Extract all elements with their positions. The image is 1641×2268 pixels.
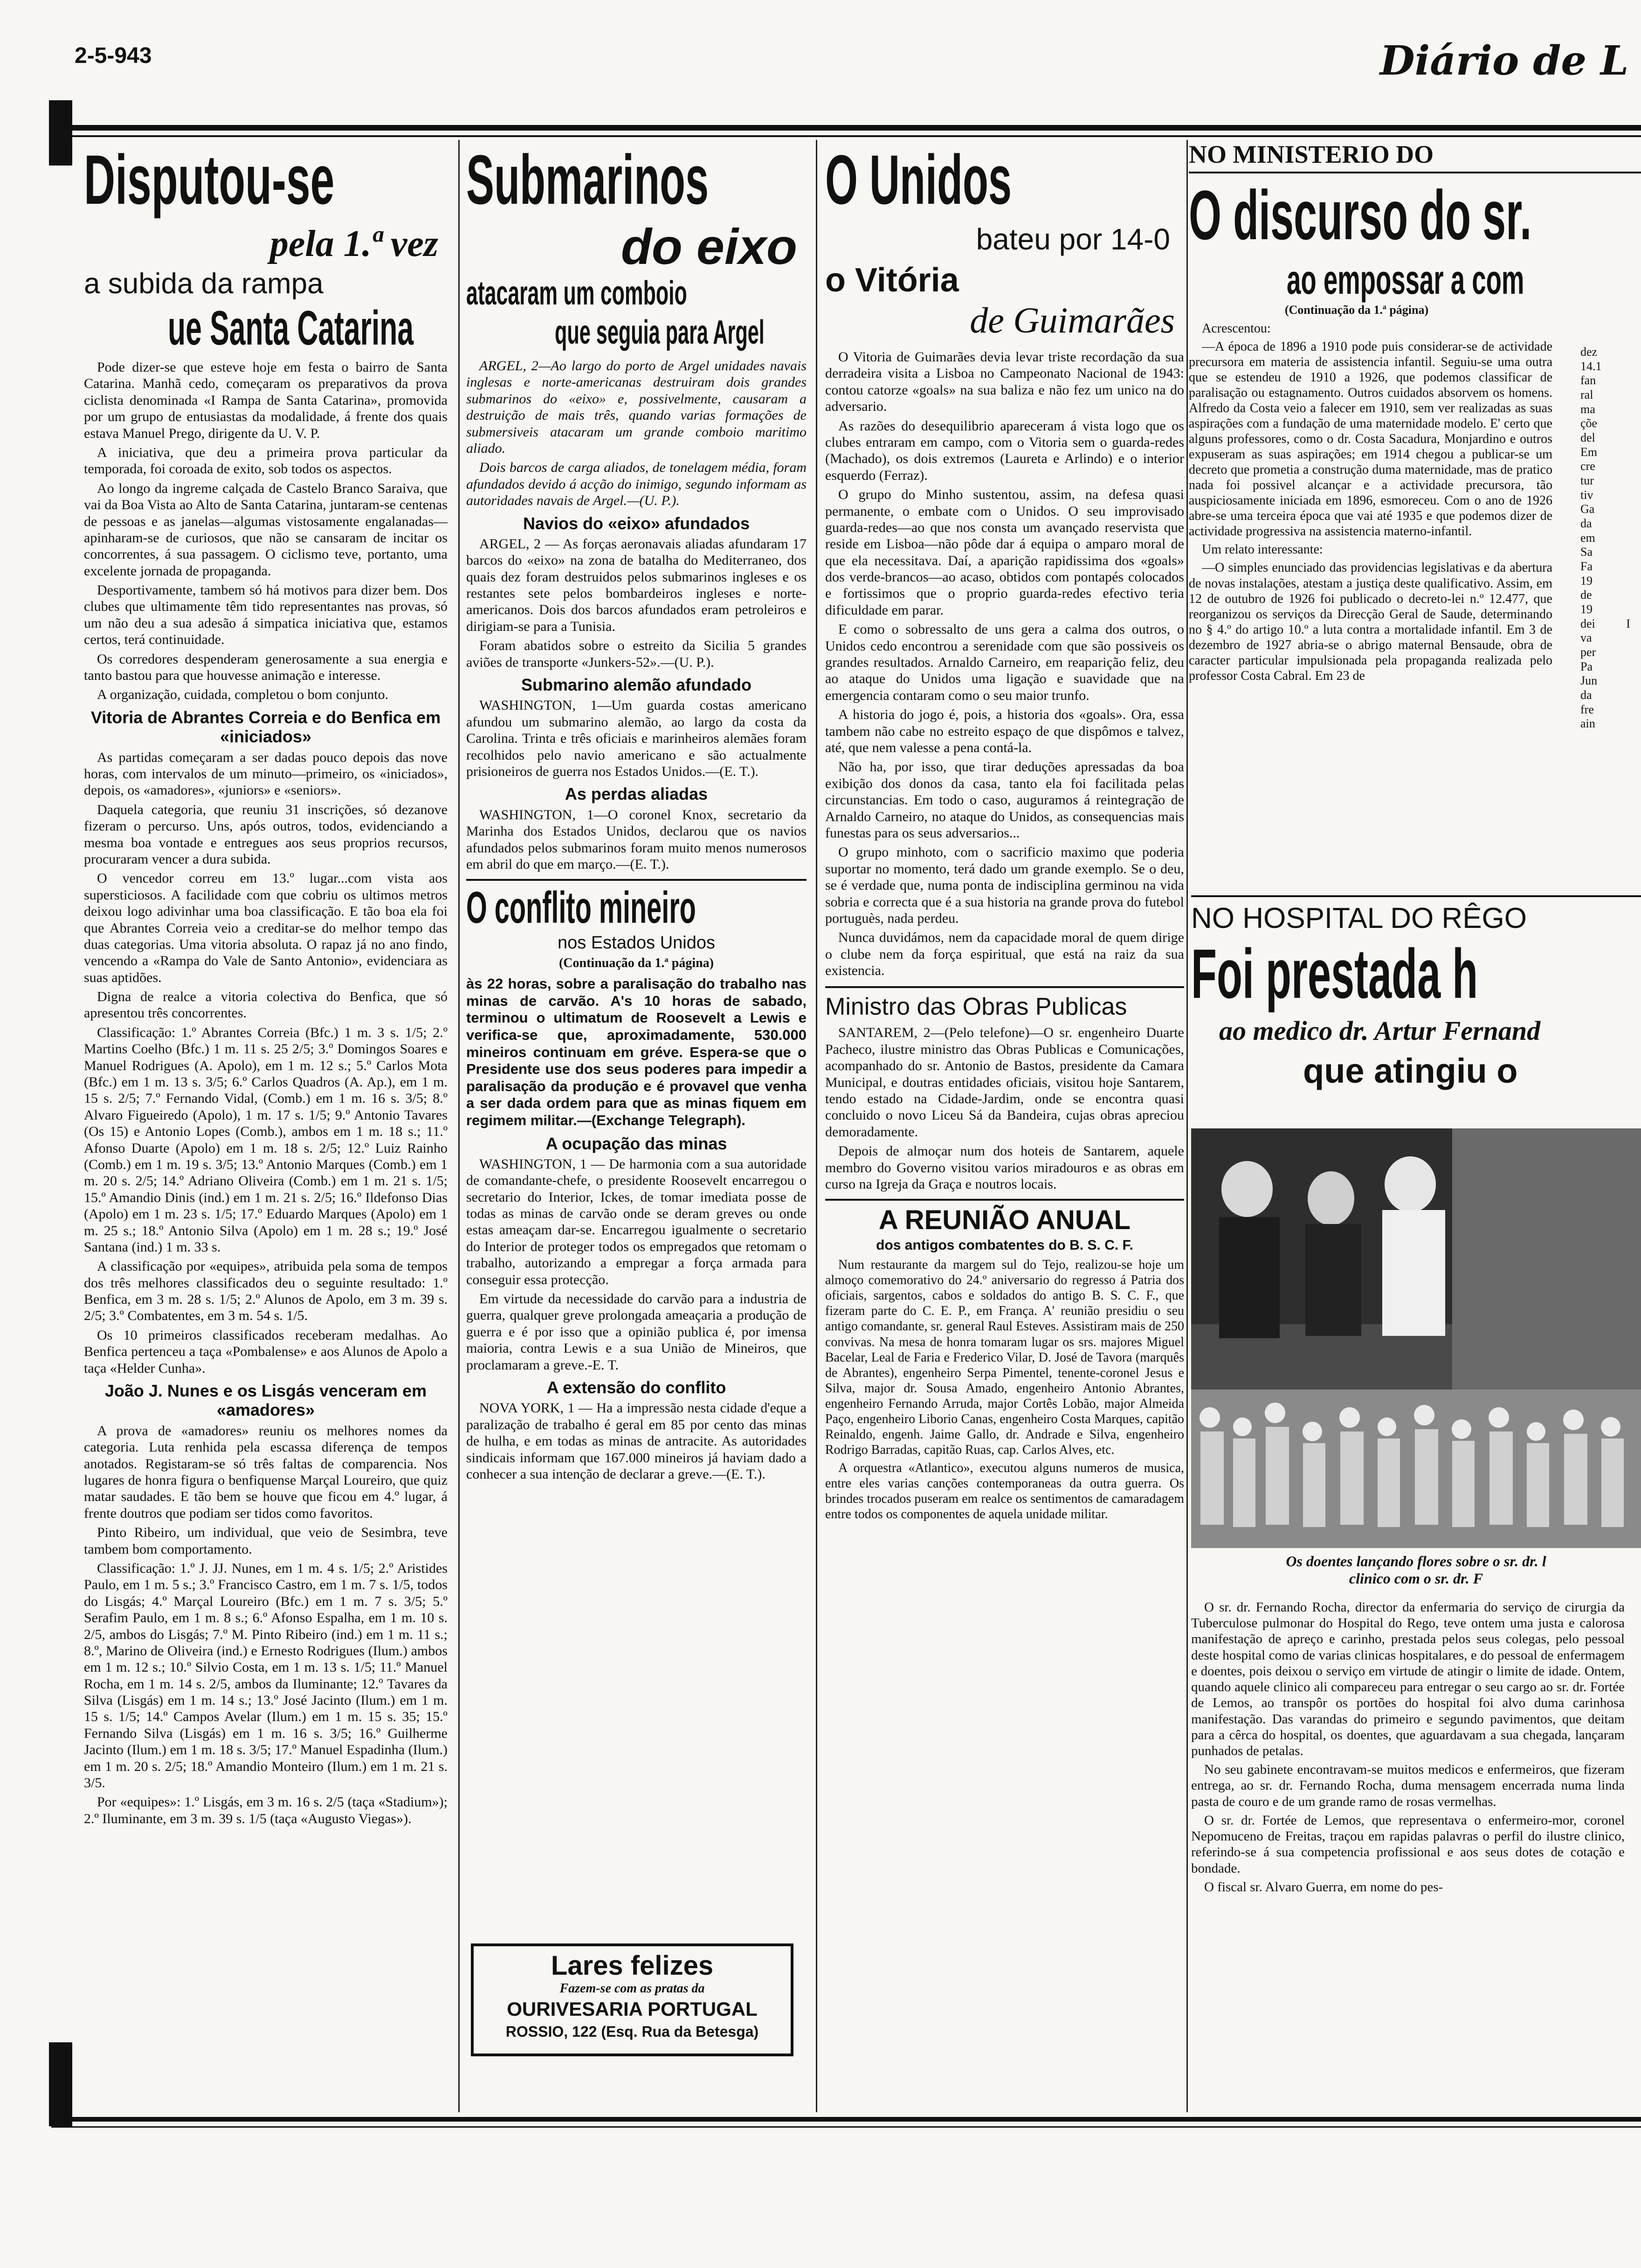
paragraph: Pode dizer-se que esteve hoje em festa o bairro de Santa Catarina. Manhã cedo, começaram os preparativos da prova ciclista denominada «I Rampa de Santa Catarina», promovida por um grupo de entusiastas da modalidade, á frente dos quais estava Manuel Prego, dirigente da U. V. P. [84, 360, 448, 441]
paragraph: Um relato interessante: [1202, 542, 1323, 557]
caption-line: Os doentes lançando flores sobre o sr. dr. l [1286, 1553, 1546, 1570]
paragraph: Foram abatidos sobre o estreito da Sicilia 5 grandes aviões de transporte «Junkers-52».—(U. P.). [466, 638, 807, 670]
paragraph: Em virtude da necessidade do carvão para a industria de guerra, qualquer greve prolongada ameaçaria a produção de guerra e é por isso que a opinião publica é, por imensa maioria, contra Lewis e a sua União de Mineiros, que proclamaram a greve.-E. T. [466, 1291, 807, 1373]
subhead: que seguia para Argel [555, 314, 765, 351]
subhead: nos Estados Unidos [558, 933, 715, 953]
subhead: ao empossar a com [1287, 256, 1524, 303]
headline: Foi prestada h [1191, 934, 1478, 1013]
paragraph: ARGEL, 2—Ao largo do porto de Argel unidades navais inglesas e norte-americanas destruiram dois grandes submarinos do «eixo» e, possivelmente, causaram a destruição de mais três, quando varias formações de submersiveis atacaram um grande comboio maritimo aliado. [466, 358, 807, 456]
paragraph: O Vitoria de Guimarães devia levar triste recordação da sua derradeira visita a Lisboa no Campeonato Nacional de 1943: contou catorze «goals» na sua baliza e não fez um unico na do adversario. [825, 349, 1184, 415]
article-submarinos-eixo [466, 140, 807, 2112]
article-body [825, 1257, 1184, 1522]
paragraph: —A época de 1896 a 1910 pode puis considerar-se de actividade precursora em materia de assistencia infantil. Seguiu-se uma outra que se estendeu de 1910 a 1926, que podemos classificar de paralisação ou estagnamento. Outros cuidados absorvem os homens. Alfredo da Costa veio a falecer em 1910, sem ver realizadas as suas aspirações com a fundação de uma maternidade modelo. E' certo que alguns professores, como o dr. Costa Sacadura, Monjardino e outros expuseram as suas aspirações; em 1914 chegou a publicar-se um decreto que prometia a construção duma maternidade, mas de pratico nada foi possivel alcançar e a actividade precursora, tão auspiciosamente iniciada em 1896, esmoreceu. Com o ano de 1926 abre-se uma terceira época que vai até 1935 e que podemos dizer de actividade progressiva na assistencia materno-infantil. [1189, 339, 1552, 539]
paragraph: Os 10 primeiros classificados receberam medalhas. Ao Benfica pertenceu a taça «Pombalense» e aos Alunos de Apolo a taça «Helder Cunha». [84, 1327, 448, 1376]
paragraph: O grupo minhoto, com o sacrificio maximo que poderia suportar no momento, terá dado um grande exemplo. Se o deu, se é verdade que, numa ponta de indisciplina germinou na vida sobria e correcta que é a sua historia na grande prova do futebol portuguès, nada perdeu. [825, 844, 1184, 926]
masthead: Diário de L [1380, 37, 1629, 84]
column-rule-1 [458, 140, 460, 2112]
column-rule-3 [1186, 140, 1188, 2112]
paragraph: Nunca duvidámos, nem da capacidade moral de quem dirige o clube nem da força espiritual, que está na raiz da sua existencia. [825, 930, 1184, 979]
article-body [466, 536, 807, 671]
caption-line: clinico com o sr. dr. F [1349, 1570, 1483, 1587]
article-hospital-rego [1191, 895, 1641, 1130]
subhead: de Guimarães [970, 300, 1175, 340]
article-body [84, 359, 448, 703]
paragraph: Num restaurante da margem sul do Tejo, realizou-se hoje um almoço comemorativo do 24.º aniversario do regresso á Patria dos oficiais, sargentos, cabos e soldados do antigo B. S. C. F., que fizeram parte do C. E. P., em França. A' reunião presidiu o seu antigo comandante, sr. general Raul Esteves. Assistiram mais de 250 convivas. Na mesa de honra tomaram lugar os srs. majores Miguel Bacelar, Leal de Faria e Frederico Vilar, D. José de Tavora (marquês de Abrantes), engenheiro Serpa Pimentel, tenente-coronel Jesus e Silva, major dr. Sousa Amado, engenheiro Antonio Abrantes, engenheiro Fernando Arruda, major Cortês Lobão, major Almeida Paço, engenheiro Liborio Canas, engenheiro Costa Marques, capitão Reinaldo, engenh. Jaime Gallo, dr. Andrade e Silva, engenheiro Rodrigo Barradas, capitão Ruas, cap. Carlos Alves, etc. [825, 1258, 1184, 1457]
headline: Ministro das Obras Publicas [825, 993, 1127, 1021]
footer-rule [51, 2117, 1641, 2122]
paragraph: O sr. dr. Fortée de Lemos, que representava o enfermeiro-mor, coronel Nepomuceno de Freitas, traçou em rapidas palavras o perfil do ilustre clinico, referindo-se á sua competencia profissional e aos seus dotes de cotação e bondade. [1191, 1812, 1625, 1876]
paragraph: Não ha, por isso, que tirar deduções apressadas da boa exibição dos donos da casa, tanto ela foi facilitada pelas circunstancias. Em todo o caso, auguramos á reintegração de Arnaldo Carneiro, no ataque do Unidos, as consequencias mais funestas para os seus adversarios... [825, 759, 1184, 841]
margin-bar-bottom [49, 2042, 72, 2126]
article-body [466, 697, 807, 780]
paragraph: Digna de realce a vitoria colectiva do Benfica, que só apresentou três concorrentes. [84, 989, 448, 1021]
subhead: ao medico dr. Artur Fernand [1219, 1016, 1541, 1046]
paragraph: Classificação: 1.º J. JJ. Nunes, em 1 m. 4 s. 1/5; 2.º Aristides Paulo, em 1 m. 5 s.; 3.º Francisco Castro, em 1 m. 7 s. 1/5, todos do Lisgás; 4.º Marçal Loureiro (Bfc.) em 1 m. 7 s. 3/5; 5.º Serafim Paulo, em 1 m. 8 s.; 6.º Afonso Espalha, em 1 m. 10 s. 2/5, ambos do Lisgás; 7.º M. Pinto Ribeiro (ind.) em 1 m. 11 s.; 8.º, Marino de Oliveira (ind.) e Ernesto Rodrigues (Ilum.) ambos em 1 m. 12 s.; 10.º Silvio Costa, em 1 m. 13 s. 1/5; 11.º Manuel Rocha, em 1 m. 14 s. 2/5, ambos da Iluminante; 12.º Tavares da Silva (Lisgás) em 1 m. 14 s.; 13.º José Jacinto (Ilum.) em 1 m. 15 s. 1/5; 14.º Campos Avelar (Ilum.) em 1 m. 15 s. 35; 15.º Fernando Silva (Lisgás) em 1 m. 16 s. 3/5; 16.º Guilherme Jacinto (Ilum.) em 1 m. 18 s. 3/5; 17.º Manuel Espadinha (Ilum.) em 1 m. 20 s. 2/5; 18.º Amandio Monteiro (Ilum.) em 1 m. 21 s. 3/5. [84, 1560, 448, 1791]
paragraph: A historia do jogo é, pois, a historia dos «goals». Ora, essa tambem não cabe no estreito espaço de que dispômos e talvez, até, que nem valesse a pena contá-la. [825, 707, 1184, 755]
section-heading: Navios do «eixo» afundados [523, 513, 750, 533]
header-rule-thin [51, 135, 1641, 137]
photo-illustration [1191, 1128, 1641, 1548]
paragraph: O vencedor correu em 13.º lugar...com vista aos supersticiosos. A facilidade com que cobriu os ultimos metros deixou logo adivinhar uma boa classificação. E tão boa ela foi que Abrantes Correia veio a creditar-se do melhor tempo das duas categorias. Uma vitoria absoluta. O rapaz já no ano findo, vencendo a «Rampa do Vale de Santo Antonio», evidenciara as suas aptidões. [84, 871, 448, 985]
paragraph: —O simples enunciado das providencias legislativas e da abertura de novas instalações, atestam a justiça deste qualificativo. Assim, em 12 de outubro de 1926 foi publicado o decreto-lei n.º 12.477, que reorganizou os serviços da Direcção Geral de Saude, determinando no § 4.º do artigo 10.º a luta contra a mortalidade infantil. Em 3 de dezembro de 1927 abria-se o abrigo maternal Bensaude, obra de caracter particular impulsionada pela propaganda realizada pelo professor Costa Cabral. Em 23 de [1189, 560, 1552, 683]
headline: Submarinos [466, 140, 709, 219]
article-body [825, 1024, 1184, 1192]
paragraph: Pinto Ribeiro, um individual, que veio de Sesimbra, teve tambem bom comportamento. [84, 1525, 448, 1557]
paragraph: Os corredores despenderam generosamente a sua energia e tanto bastou para que houvesse animação e interesse. [84, 651, 448, 684]
article-body [466, 1400, 807, 1482]
paragraph: NOVA YORK, 1 — Ha a impressão nesta cidade d'eque a paralização de trabalho é geral em 85 por cento das minas de hulha, e em todas as minas de antracite. As autoridades sindicais informam que 167.000 mineiros já haviam dado a conhecer a sua intenção de declarar a greve.—(E. T.). [466, 1400, 807, 1482]
paragraph: A classificação por «equipes», atribuida pela soma de tempos dos três melhores classificados deu o seguinte resultado: 1.º Benfica, em 3 m. 28 s. 1/5; 2.º Alunos de Apolo, em 3 m. 39 s. 2/5; 3.º Combatentes, em 3 m. 54 s. 1/5. [84, 1258, 448, 1324]
article-body [466, 1156, 807, 1373]
paragraph: As razões do desequilibrio apareceram á vista logo que os clubes entraram em campo, com o Vitoria sem o guarda-redes (Machado), os dois extremos (Laureta e Arlindo) e o interior esquerdo (Ferraz). [825, 418, 1184, 483]
section-heading: Vitoria de Abrantes Correia e do Benfica em «iniciados» [90, 707, 441, 747]
column-rule-2 [816, 140, 817, 2112]
article-reuniao-anual [825, 1199, 1184, 1522]
article-unidos-vitoria [825, 140, 1184, 2112]
paragraph: WASHINGTON, 1—Um guarda costas americano afundou um submarino alemão, ao largo da costa da Carolina. Trinta e três oficiais e marinheiros alemães foram recolhidos pelo navio americano e são actualmente prisioneiros de guerra nos Estados Unidos.—(E. T.). [466, 698, 807, 779]
paragraph: As partidas começaram a ser dadas pouco depois das nove horas, com intervalos de um minuto—primeiro, os «iniciados», depois, os «amadores», «juniors» e «seniors». [84, 749, 448, 798]
paragraph: Classificação: 1.º Abrantes Correia (Bfc.) 1 m. 3 s. 1/5; 2.º Martins Coelho (Bfc.) 1 m. 11 s. 25 2/5; 3.º Domingos Soares e Manuel Rodrigues (A. Apolo), em 1 m. 12 s.; 5.º Carlos Mota (Bfc.) em 1 m. 13 s. 3/5; 6.º Carlos Quadros (A. Ap.), em 1 m. 15 s. 2/5; 7.º Fernando Vidal, (Comb.) em 1 m. 16 s. 3/5; 8.º Alvaro Figueiredo (Apolo), 1 m. 17 s. 1/5; 9.º Antonio Tavares (Os 15) e Antonio Lopes (Comb.), ambos em 1 m. 18 s.; 11.º Afonso Duarte (Apolo) em 1 m. 18 s. 2/5; 12.º Luiz Rainho (Comb.) em 1 m. 19 s. 3/5; 13.º Antonio Marques (Comb.) em 1 m. 20 s. 2/5; 14.º Adriano Oliveira (Comb.) em 1 m. 21 s. 1/5; 15.º Amandio Dinis (ind.) em 1 m. 21 s. 2/5; 16.º Ildefonso Dias (Apolo) em 1 m. 23 s. 1/5; 17.º Eduardo Marques (Apolo) em 1 m. 25 s.; 18.º Antonio Silva (Apolo) em 1 m. 28 s.; 19.º José Santana (ind.) 1 m. 33 s. [84, 1024, 448, 1255]
subhead: ue Santa Catarina [168, 301, 414, 355]
clipped-column-edge: dez 14.1 fan ral ma çõe del Em cre tur tiv Ga da em Sa Fa 19 de 19 dei I va per Pa Jun da fre ain [1580, 345, 1630, 731]
continuation-note: (Continuação da 1.ª página) [1284, 303, 1429, 317]
paragraph: O fiscal sr. Alvaro Guerra, em nome do pes- [1204, 1879, 1443, 1895]
headline: O Unidos [825, 140, 1012, 219]
section-heading: As perdas aliadas [565, 784, 708, 804]
subhead: dos antigos combatentes do B. S. C. F. [876, 1238, 1133, 1253]
section-heading: A ocupação das minas [545, 1134, 727, 1153]
section-heading: Submarino alemão afundado [521, 675, 752, 695]
paragraph: Por «equipes»: 1.º Lisgás, em 3 m. 16 s. 2/5 (taça «Stadium»); 2.º Iluminante, em 3 m. 39 s. 1/5 (taça «Augusto Viegas»). [84, 1794, 448, 1826]
article-body [825, 349, 1184, 979]
photo-caption [1191, 1553, 1641, 1587]
paragraph: Ao longo da ingreme calçada de Castelo Branco Saraiva, que vai da Boa Vista ao Alto de Santa Catarina, juntaram-se centenas de pessoas e as janelas—algumas vistosamente engalanadas—apinharam-se de curiosos, que não se cansaram de incitar os concorrentes, á sua passagem. O ciclismo teve, portanto, uma excelente jornada de propaganda. [84, 480, 448, 579]
footer-rule-thin [51, 2126, 1641, 2128]
paragraph: O sr. dr. Fernando Rocha, director da enfermaria do serviço de cirurgia da Tuberculose pulmonar do Hospital do Rego, teve ontem uma justa e calorosa manifestação de apreço e carinho, prestada pelos seus colegas, pelo pessoal deste hospital como de varias clinicas hospitalares, e do pessoal de enfermagem e doentes, pois deixou o serviço em virtude de atingir o limite de idade. Ontem, quando aquele clinico ali compareceu para entregar o seu cargo ao sr. dr. Fortée de Lemos, ao transpôr os portões do hospital foi alvo duma carinhosa manifestação. Das varandas do primeiro e segundo pavimentos, que deitam para a cêrca do hospital, os doentes, que aguardavam a sua chegada, lançaram punhados de petalas. [1191, 1600, 1625, 1758]
ad-line: Fazem-se com as pratas da [559, 1981, 705, 1996]
subhead: a subida da rampa [84, 268, 324, 300]
news-photo [1191, 1128, 1641, 1548]
paragraph: E como o sobressalto de uns gera a calma dos outros, o Unidos cedo encontrou a serenidade com que são possiveis os grandes resultados. Arnaldo Carneiro, em reaparição feliz, deu ao ataque do Unidos uma ligação e suavidade que na emergencia contaram como o seu maior trunfo. [825, 622, 1184, 703]
ad-line: ROSSIO, 122 (Esq. Rua da Betesga) [505, 2023, 759, 2040]
paragraph: ARGEL, 2 — As forças aeronavais aliadas afundaram 17 barcos do «eixo» na zona de batalha do Mediterraneo, dos quais dez foram destruidos pelos submarinos ingleses e os restantes sete pelos bombardeiros ingleses e norte-americanos. Dois dos barcos afundados eram petroleiros e dirigiam-se para a Tunisia. [466, 536, 807, 634]
article-body [84, 1423, 448, 1827]
paragraph: Depois de almoçar num dos hoteis de Santarem, aquele membro do Governo visitou varios miradouros e as obras em curso na Igreja da Graça e noutros locais. [825, 1143, 1184, 1192]
paragraph: A prova de «amadores» reuniu os melhores nomes da categoria. Luta renhida pela escassa diferença de tempos anotados. Registaram-se só três faltas de comparencia. Nos lugares de honra figura o benfiquense Marçal Loureiro, que quiz matar saudades. E tão bem se houve que ficou em 4.º lugar, á frente doutros que podiam ser tidos como favoritos. [84, 1423, 448, 1521]
paragraph: A orquestra «Atlantico», executou alguns numeros de musica, entre eles varias canções contemporaneas da outra guerra. Os brindes trocados puseram em realce os sentimentos de camaradagem entre todos os componentes de aquela unidade militar. [825, 1460, 1184, 1521]
margin-bar-top [49, 100, 72, 166]
subhead: o Vitória [825, 262, 959, 299]
paragraph: A organização, cuidada, completou o bom conjunto. [97, 687, 389, 703]
headline: O conflito mineiro [466, 883, 696, 933]
article-rampa-santa-catarina [84, 140, 448, 2112]
headline: A REUNIÃO ANUAL [878, 1205, 1131, 1236]
continuation-note: (Continuação da 1.ª página) [558, 956, 714, 971]
advertisement-ourivesaria [471, 1943, 793, 2056]
section-heading: A extensão do conflito [546, 1378, 726, 1397]
paragraph: Acrescentou: [1202, 321, 1271, 336]
paragraph: SANTAREM, 2—(Pelo telefone)—O sr. engenheiro Duarte Pacheco, ilustre ministro das Obras Publicas e Comunicações, acompanhado do sr. Antonio de Bastos, presidente da Camara Municipal, e doutras entidades oficiais, visitou hoje Santarem, tendo estado na Cidade-Jardim, onde se encontra quasi concluido o novo Liceu Sá da Bandeira, cujas obras apreciou demoradamente. [825, 1025, 1184, 1140]
section-heading: João J. Nunes e os Lisgás venceram em «amadores» [104, 1381, 427, 1420]
article-body [1191, 1599, 1625, 2112]
paragraph: WASHINGTON, 1—O coronel Knox, secretario da Marinha dos Estados Unidos, declarou que os navios afundados pelos submarinos foram muito menos numerosos em abril do que em março.—(E. T.). [466, 807, 807, 872]
headline: Disputou-se [84, 140, 335, 219]
ad-title: Lares felizes [551, 1950, 714, 1981]
article-conflito-mineiro [466, 879, 807, 1482]
article-obras-publicas [825, 986, 1184, 1192]
article-lead [466, 358, 807, 509]
paragraph: Daquela categoria, que reuniu 31 inscrições, só dezanove fizeram o percurso. Uns, após outros, todos, evidenciando a mesma boa vontade e entregues aos seus proprios recursos, procuraram vencer a dura subida. [84, 802, 448, 867]
ad-line: OURIVESARIA PORTUGAL [507, 1998, 758, 2020]
subhead: bateu por 14-0 [976, 222, 1170, 256]
headline: O discurso do sr. [1189, 176, 1532, 254]
paragraph: No seu gabinete encontravam-se muitos medicos e enfermeiros, que fizeram entrega, ao sr. dr. Fernando Rocha, duma mensagem encerrada numa linda pasta de couro e de um grande ramo de rosas vermelhas. [1191, 1762, 1625, 1809]
article-body [1189, 321, 1552, 684]
subhead: pela 1.ª vez [269, 223, 438, 264]
article-body [84, 749, 448, 1376]
article-body [466, 807, 807, 873]
kicker-box [1189, 140, 1641, 173]
paragraph: Desportivamente, tambem só há motivos para dizer bem. Dos clubes que ultimamente têm tido representantes nas provas, só um não deu a sua adesão á simpatica iniciativa que, estamos certos, terá continuidade. [84, 582, 448, 648]
article-body: às 22 horas, sobre a paralisação do trabalho nas minas de carvão. A's 10 horas de sabado, terminou o ultimatum de Roosevelt a Lewis e verifica-se que, aproximadamente, 530.000 mineiros continuam em gréve. Espera-se que o Presidente use dos seus poderes para impedir a paralisação da produção e é provavel que venha a ser dada ordem para que as minas fiquem em regimem militar.—(Exchange Telegraph). [466, 975, 807, 1128]
paragraph: A iniciativa, que deu a primeira prova particular da temporada, foi coroada de exito, sob todos os aspectos. [84, 444, 448, 477]
kicker: NO HOSPITAL DO RÊGO [1191, 902, 1527, 934]
kicker: NO MINISTERIO DO [1189, 140, 1434, 168]
paragraph: O grupo do Minho sustentou, assim, na defesa quasi permanente, o embate com o Unidos. O seu improvisado guarda-redes—ao que nos consta um avançado reservista que reside em Lisboa—não pôde dar á equipa o amparo moral de que ela necessitava. Daí, a aparição rapidissima dos «goals» dos verde-brancos—ao acaso, obtidos com pontapés colocados e fortissimos que o proprio guarda-redes efectivo teria dificuldade em parar. [825, 487, 1184, 618]
subhead: que atingiu o [1303, 1051, 1518, 1090]
subhead: atacaram um comboio [466, 275, 687, 312]
paragraph: Dois barcos de carga aliados, de tonelagem média, foram afundados devido á acção do inimigo, segundo informam as autoridades navais de Argel.—(U. P.). [466, 460, 807, 509]
subhead: do eixo [621, 218, 797, 275]
paragraph: WASHINGTON, 1 — De harmonia com a sua autoridade de comandante-chefe, o presidente Roosevelt encarregou o secretario do Interior, Ickes, de tomar imediata posse de todas as minas de carvão onde se deram greves ou onde estas ameaçam dar-se. Encarregou igualmente o secretario do Interior de proteger todos os empregados que retomam o trabalho, autorizando a empregar a força armada para conseguir essa protecção. [466, 1156, 807, 1287]
page-date: 2-5-943 [75, 43, 152, 68]
header-rule [51, 125, 1641, 131]
